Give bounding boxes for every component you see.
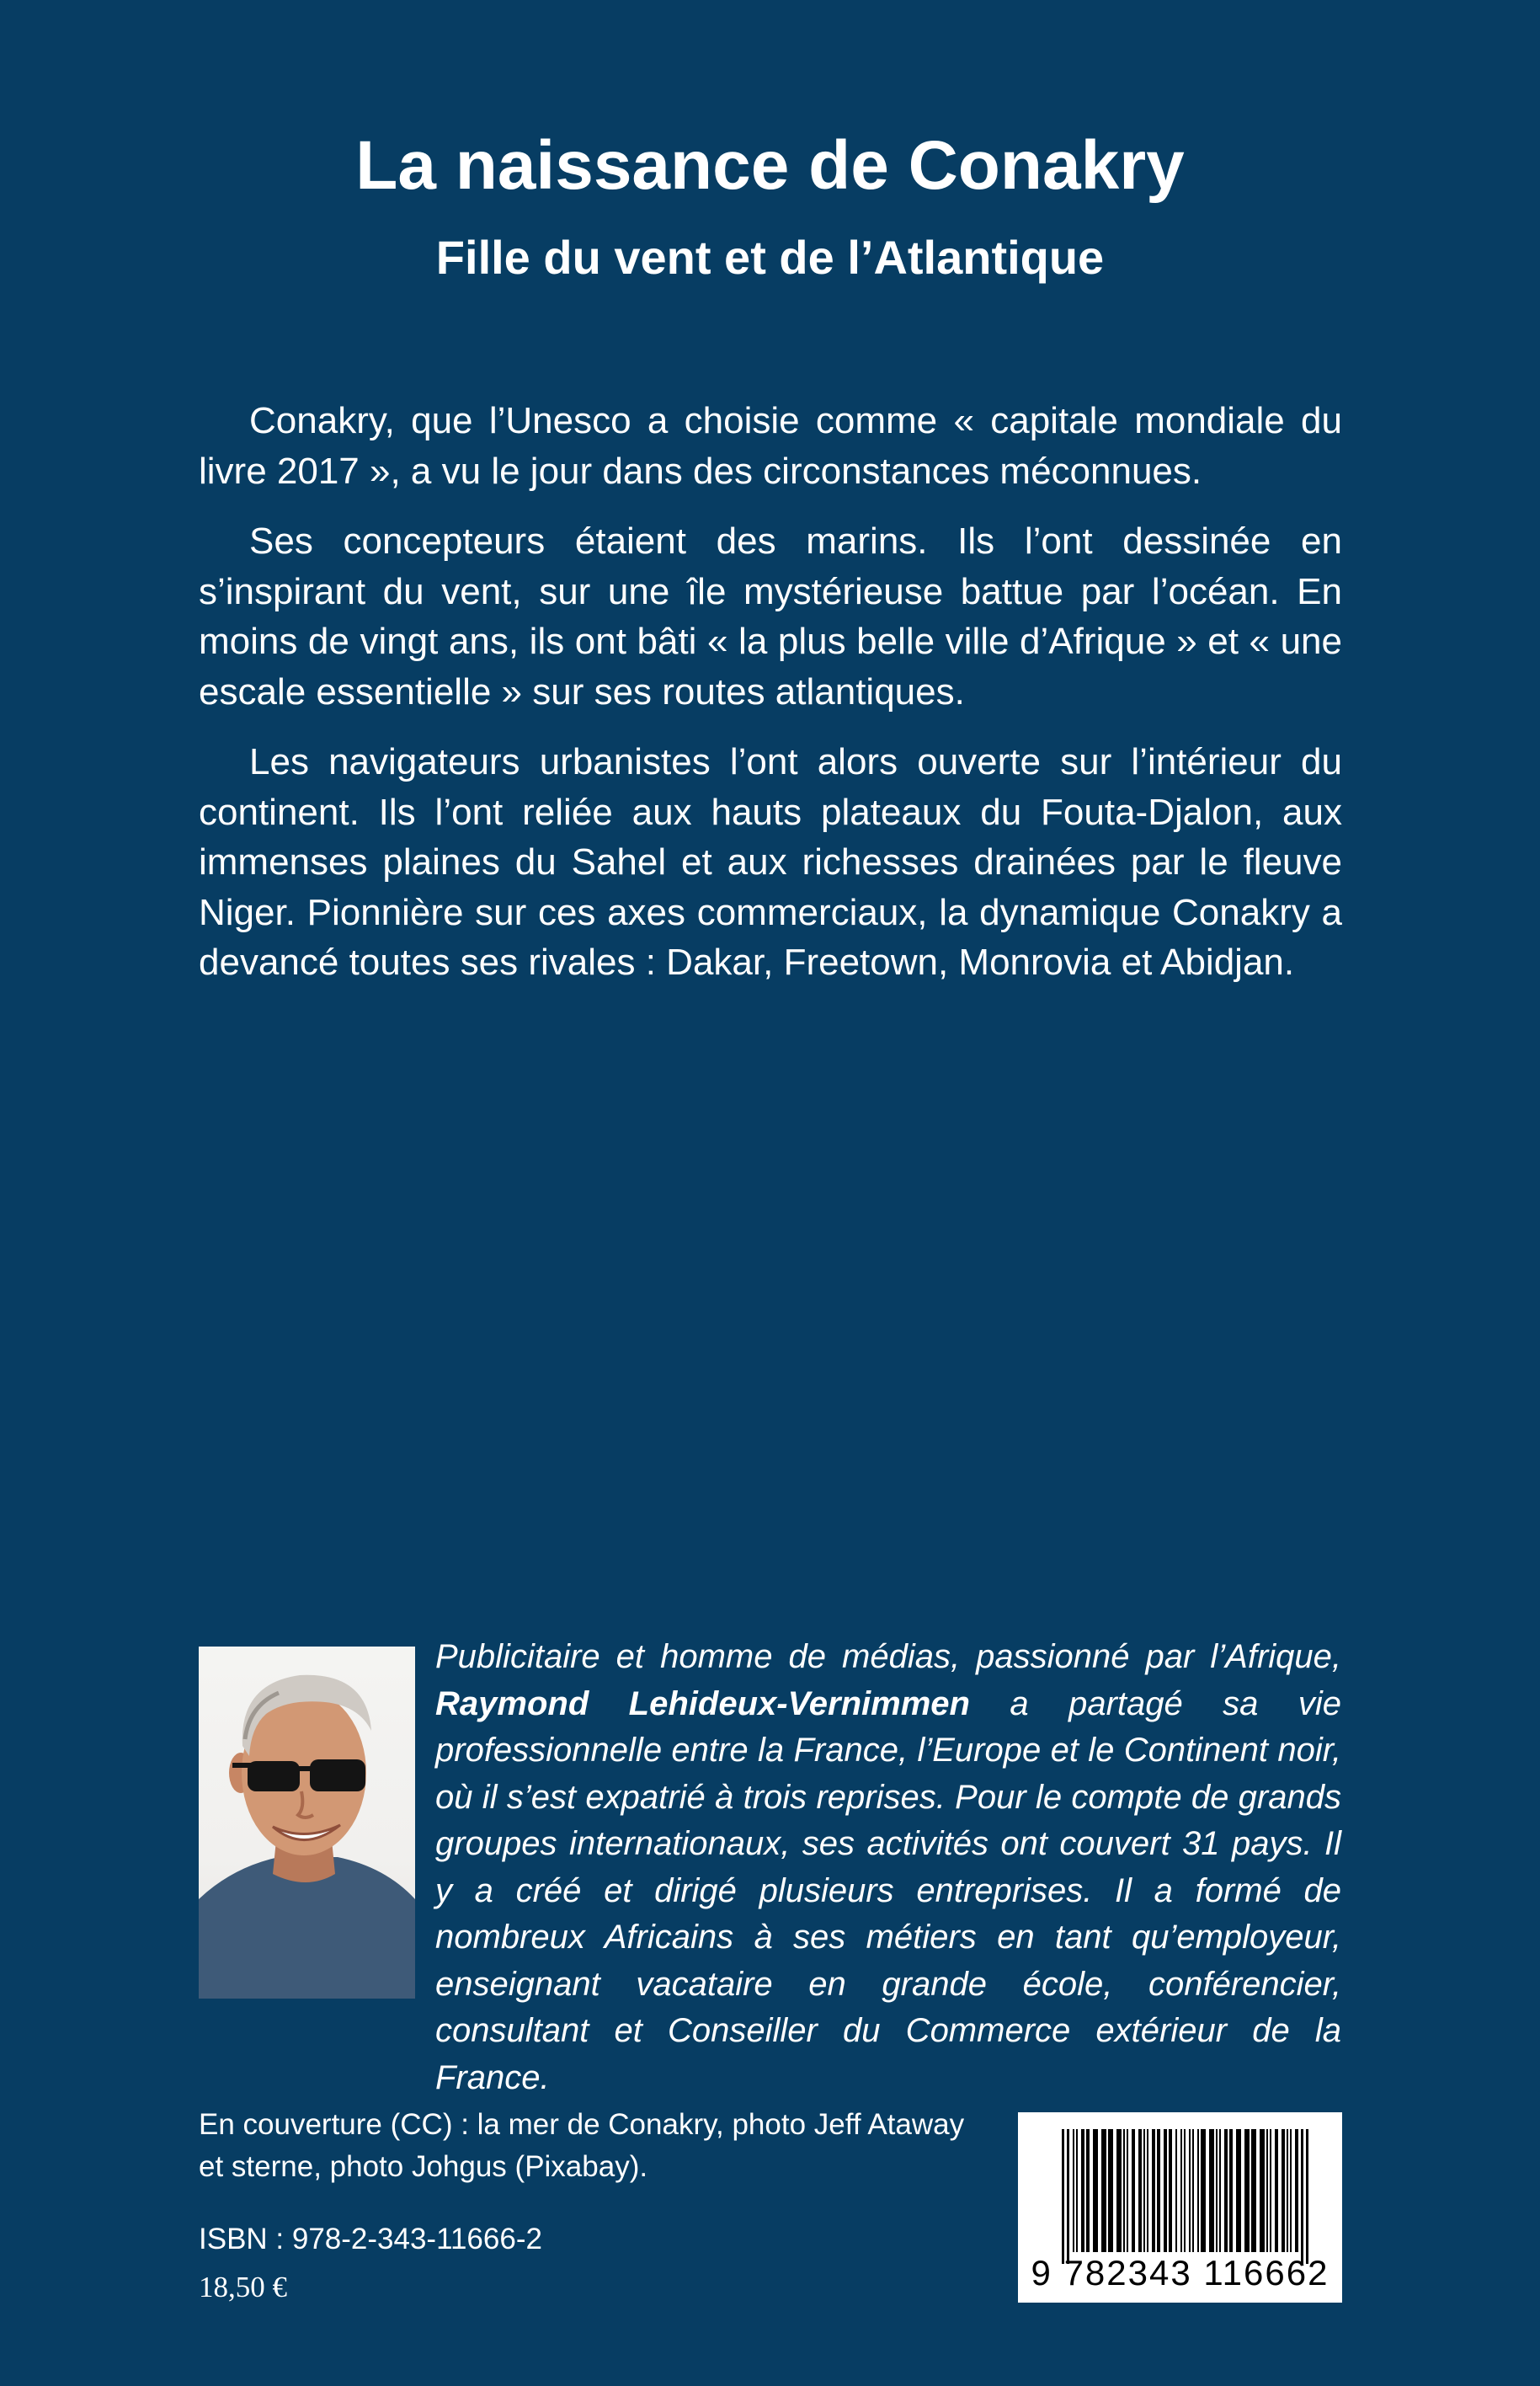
- barcode-bar: [1062, 2129, 1064, 2264]
- barcode: [1018, 2112, 1342, 2303]
- barcode-bar: [1175, 2129, 1177, 2252]
- barcode-bar: [1295, 2129, 1298, 2252]
- barcode-bar: [1108, 2129, 1113, 2252]
- barcode-bar: [1189, 2129, 1191, 2252]
- barcode-digits: 9 782343 116662: [1031, 2253, 1330, 2293]
- barcode-bar: [1127, 2129, 1128, 2252]
- author-photo: [199, 1647, 415, 1999]
- barcode-bar: [1192, 2129, 1194, 2252]
- barcode-bar: [1301, 2129, 1303, 2264]
- summary-text: [199, 396, 1342, 1008]
- barcode-bar: [1169, 2129, 1172, 2252]
- cover-credit-line: et sterne, photo Johgus (Pixabay).: [199, 2150, 648, 2183]
- barcode-bar: [1270, 2129, 1271, 2252]
- author-name: Raymond Lehideux-Vernimmen: [435, 1684, 970, 1722]
- barcode-bar: [1306, 2129, 1308, 2264]
- barcode-bar: [1275, 2129, 1278, 2252]
- barcode-bar: [1073, 2129, 1074, 2252]
- barcode-bar: [1180, 2129, 1182, 2252]
- barcode-bar: [1244, 2129, 1250, 2252]
- author-bio: [435, 1634, 1341, 2101]
- cover-credit-line: En couverture (CC) : la mer de Conakry, photo Jeff Ataway: [199, 2108, 965, 2141]
- barcode-bar: [1216, 2129, 1218, 2252]
- barcode-bar: [1219, 2129, 1221, 2252]
- barcode-bar: [1201, 2129, 1206, 2252]
- barcode-bar: [1147, 2129, 1148, 2252]
- barcode-bar: [1251, 2129, 1256, 2252]
- barcode-bar: [1197, 2129, 1199, 2252]
- barcode-bar: [1287, 2129, 1288, 2252]
- barcode-bar: [1152, 2129, 1155, 2252]
- barcode-bar: [1093, 2129, 1098, 2252]
- summary-paragraph: Conakry, que l’Unesco a choisie comme « capitale mondiale du livre 2017 », a vu le jour dans des circonstances méconnues.: [199, 400, 1342, 492]
- cover-credit: [199, 2104, 973, 2188]
- barcode-bar: [1164, 2129, 1167, 2252]
- barcode-bar: [1266, 2129, 1268, 2252]
- barcode-bar: [1282, 2129, 1285, 2252]
- barcode-bar: [1229, 2129, 1233, 2252]
- barcode-bar: [1157, 2129, 1160, 2252]
- barcode-bar: [1101, 2129, 1106, 2252]
- barcode-bar: [1123, 2129, 1125, 2252]
- summary-paragraph: Ses concepteurs étaient des marins. Ils l’ont dessinée en s’inspirant du vent, sur une île mystérieuse battue par l’océan. En moins de vingt ans, ils ont bâti « la plus belle ville d’Afrique » et « une escale essentielle » sur ses routes atlantiques.: [199, 520, 1342, 713]
- barcode-bar: [1260, 2129, 1265, 2252]
- barcode-bar: [1116, 2129, 1122, 2252]
- bio-intro: Publicitaire et homme de médias, passionné par l’Afrique,: [435, 1638, 1341, 1675]
- barcode-bar: [1224, 2129, 1228, 2252]
- isbn: ISBN : 978-2-343-11666-2: [199, 2223, 542, 2255]
- barcode-bar: [1209, 2129, 1214, 2252]
- barcode-bar: [1184, 2129, 1186, 2252]
- barcode-bar: [1132, 2129, 1135, 2252]
- barcode-bar: [1081, 2129, 1084, 2252]
- summary-paragraph: Les navigateurs urbanistes l’ont alors ouverte sur l’intérieur du continent. Ils l’ont reliée aux hauts plateaux du Fouta-Djalon, aux immenses plaines du Sahel et aux richesses drainées par le fleuve Niger. Pionnière sur ces axes commerciaux, la dynamique Conakry a devancé toutes ses rivales : Dakar, Freetown, Monrovia et Abidjan.: [199, 741, 1342, 983]
- barcode-bar: [1086, 2129, 1090, 2252]
- barcode-bar: [1236, 2129, 1241, 2252]
- barcode-bar: [1138, 2129, 1142, 2252]
- barcode-bar: [1067, 2129, 1069, 2264]
- barcode-bar: [1076, 2129, 1078, 2252]
- book-title: La naissance de Conakry: [355, 127, 1185, 204]
- price: 18,50 €: [199, 2271, 287, 2303]
- bio-rest: a partagé sa vie professionnelle entre la France, l’Europe et le Continent noir, où il s’est expatrié à trois reprises. Pour le compte de grands groupes internationaux, ses activités ont couvert 31 pays. Il y a créé et dirigé plusieurs entreprises. Il a formé de nombreux Africains à ses métiers en tant qu’employeur, enseignant vacataire en grande école, conférencier, consultant et Conseiller du Commerce extérieur de la France.: [435, 1684, 1341, 2096]
- book-subtitle: Fille du vent et de l’Atlantique: [435, 231, 1105, 284]
- barcode-bar: [1143, 2129, 1145, 2252]
- barcode-bar: [1290, 2129, 1292, 2252]
